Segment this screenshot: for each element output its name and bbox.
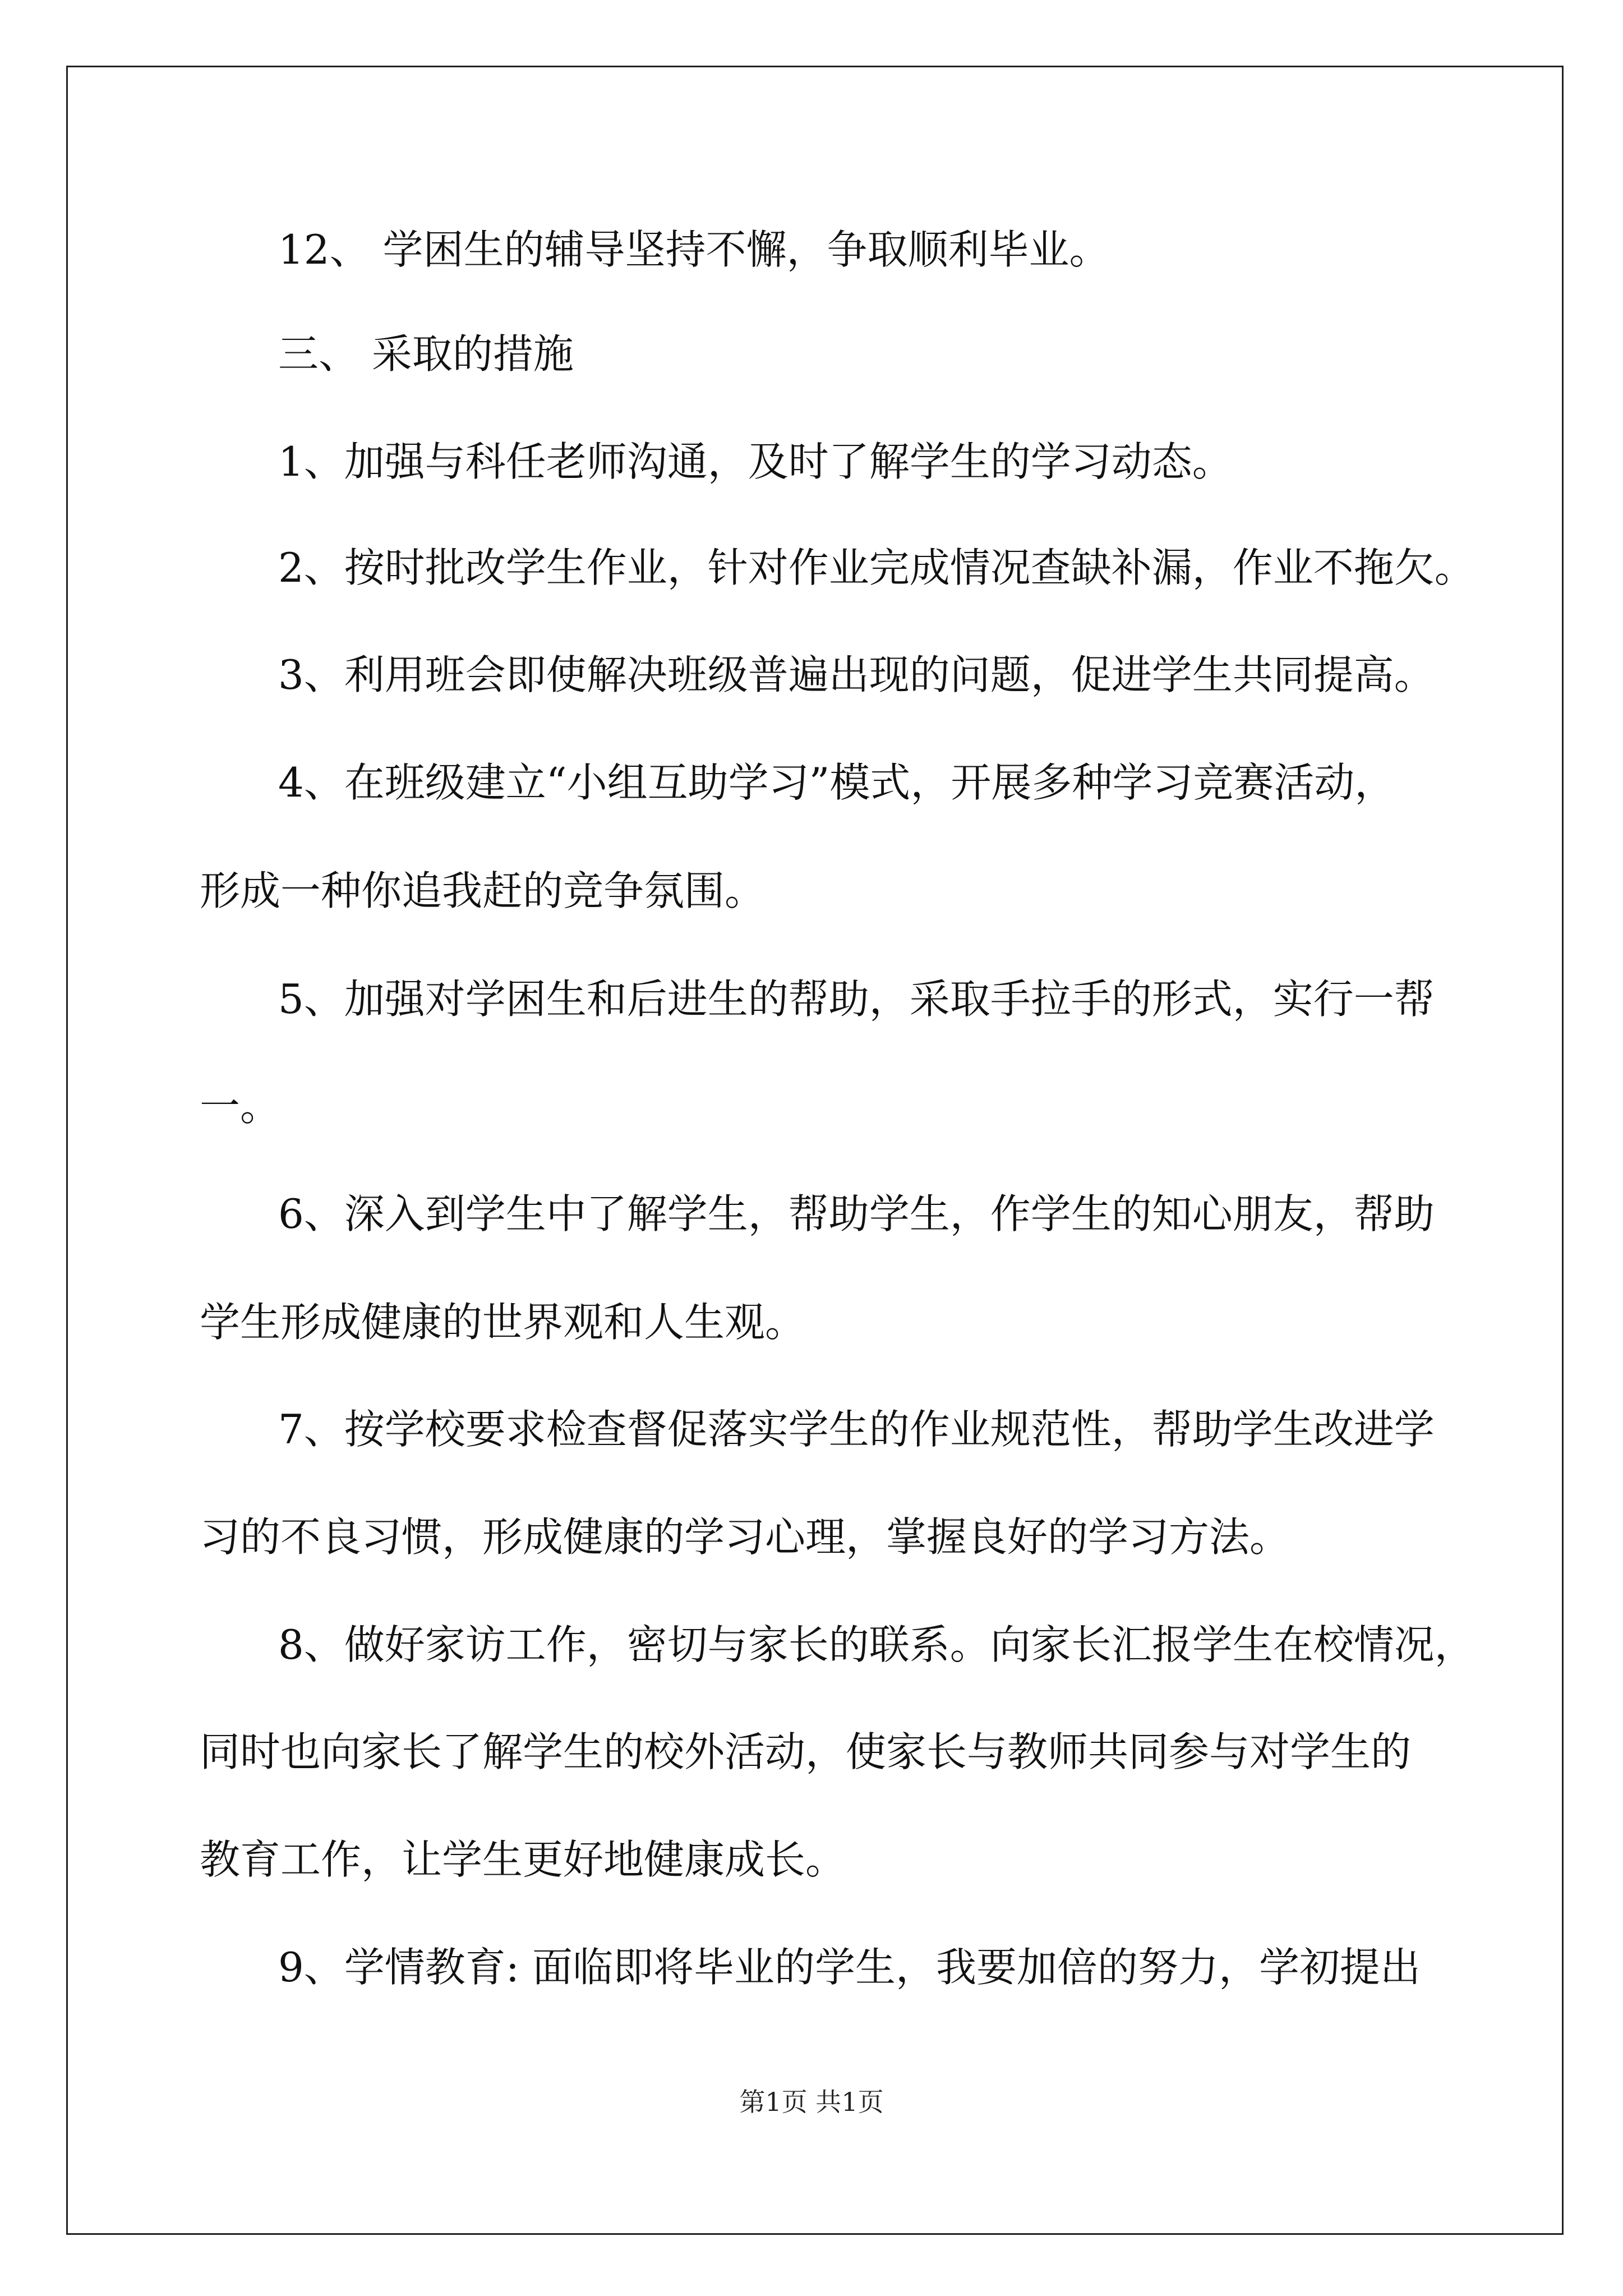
text-line-14: 8、做好家访工作，密切与家长的联系。向家长汇报学生在校情况， bbox=[278, 1621, 1475, 1668]
text-line-13: 习的不良习惯，形成健康的学习心理，掌握良好的学习方法。 bbox=[200, 1513, 1290, 1561]
text-line-16: 教育工作，让学生更好地健康成长。 bbox=[200, 1836, 846, 1883]
text-line-6: 4、在班级建立“小组互助学习”模式，开展多种学习竞赛活动， bbox=[278, 759, 1395, 806]
text-line-15: 同时也向家长了解学生的校外活动，使家长与教师共同参与对学生的 bbox=[200, 1728, 1412, 1775]
text-line-11: 学生形成健康的世界观和人生观。 bbox=[200, 1299, 806, 1346]
text-line-5: 3、利用班会即使解决班级普遍出现的问题，促进学生共同提高。 bbox=[278, 651, 1435, 698]
text-line-17: 9、学情教育: 面临即将毕业的学生，我要加倍的努力，学初提出 bbox=[278, 1944, 1421, 1991]
text-line-7: 形成一种你追我赶的竞争氛围。 bbox=[200, 867, 766, 914]
page-number-footer: 第1页 共1页 bbox=[739, 2087, 884, 2117]
text-line-4: 2、按时批改学生作业，针对作业完成情况查缺补漏，作业不拖欠。 bbox=[278, 544, 1475, 591]
text-line-1: 12、 学困生的辅导坚持不懈，争取顺利毕业。 bbox=[278, 226, 1110, 273]
document-body bbox=[200, 0, 1475, 2296]
text-line-12: 7、按学校要求检查督促落实学生的作业规范性，帮助学生改进学 bbox=[278, 1406, 1435, 1453]
text-line-9: 一。 bbox=[200, 1083, 281, 1130]
text-line-3: 1、加强与科任老师沟通，及时了解学生的学习动态。 bbox=[278, 438, 1233, 485]
section-heading: 三、 采取的措施 bbox=[278, 330, 574, 378]
text-line-8: 5、加强对学困生和后进生的帮助，采取手拉手的形式，实行一帮 bbox=[278, 976, 1435, 1023]
text-line-10: 6、深入到学生中了解学生，帮助学生，作学生的知心朋友，帮助 bbox=[278, 1190, 1435, 1237]
